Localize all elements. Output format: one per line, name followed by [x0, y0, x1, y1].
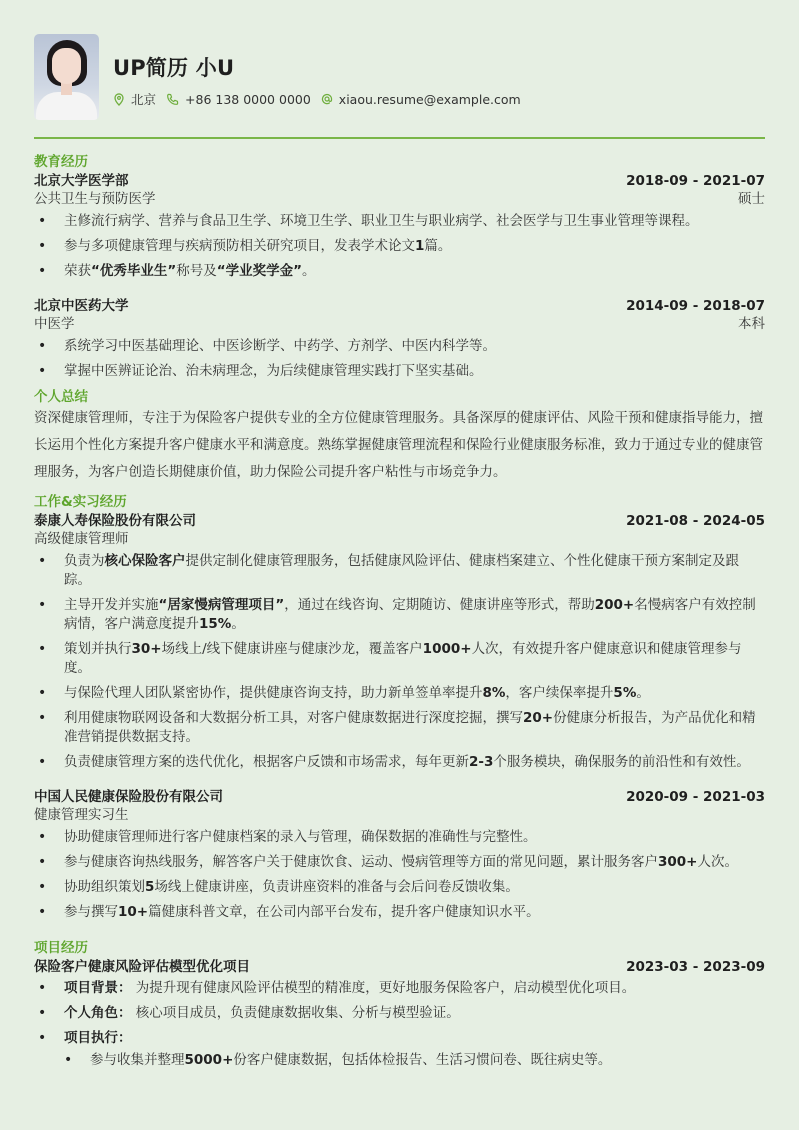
work-bullets — [34, 552, 765, 772]
bullet-item: • 个人角色： 核心项目成员，负责健康数据收集、分析与模型验证。 — [34, 1004, 765, 1023]
bullet-item: • 参与撰写10+篇健康科普文章，在公司内部平台发布，提升客户健康知识水平。 — [34, 903, 765, 922]
bullet-label: 个人角色： — [64, 1005, 132, 1021]
company-name: 泰康人寿保险股份有限公司 — [34, 513, 196, 529]
resume-content — [34, 152, 765, 1076]
work-entry — [34, 788, 765, 922]
bullet-label: 项目背景： — [64, 980, 132, 996]
project-entry — [34, 958, 765, 1070]
summary-text: 资深健康管理师，专注于为保险客户提供专业的全方位健康管理服务。具备深厚的健康评估、风险干预和健康指导能力，擅长运用个性化方案提升客户健康水平和满意度。熟练掌握健康管理流程和保险行业健康服务标准，致力于通过专业的健康管理服务，为客户创造长期健康价值，助力保险公司提升客户粘性与市场竞争力。 — [34, 410, 763, 480]
degree: 本科 — [738, 316, 765, 332]
company-name: 中国人民健康保险股份有限公司 — [34, 789, 223, 805]
bullet-item: • 主修流行病学、营养与食品卫生学、环境卫生学、职业卫生与职业病学、社会医学与卫生事业管理等课程。 — [34, 212, 765, 231]
education-dates: 2014-09 - 2018-07 — [626, 298, 765, 314]
bullet-item: • 项目背景： 为提升现有健康风险评估模型的精准度，更好地服务保险客户，启动模型优化项目。 — [34, 979, 765, 998]
section-title-work: 工作&实习经历 — [34, 494, 127, 510]
work-dates: 2020-09 - 2021-03 — [626, 789, 765, 805]
education-entry — [34, 172, 765, 281]
bullet-item: • 荣获“优秀毕业生”称号及“学业奖学金”。 — [34, 262, 765, 281]
bullet-item: • 与保险代理人团队紧密协作，提供健康咨询支持，助力新单签单率提升8%，客户续保率提升5%。 — [34, 684, 765, 703]
bullet-item: • 主导开发并实施“居家慢病管理项目”，通过在线咨询、定期随访、健康讲座等形式，帮助200+名慢病客户有效控制病情，客户满意度提升15%。 — [34, 596, 765, 634]
job-role: 健康管理实习生 — [34, 807, 129, 823]
map-pin-icon — [113, 93, 125, 106]
avatar — [34, 34, 99, 120]
bullet-item: • 参与健康咨询热线服务，解答客户关于健康饮食、运动、慢病管理等方面的常见问题，累计服务客户300+人次。 — [34, 853, 765, 872]
phone-icon — [166, 93, 179, 106]
at-icon — [321, 93, 333, 105]
project-dates: 2023-03 - 2023-09 — [626, 959, 765, 975]
bullet-item: • 策划并执行30+场线上/线下健康讲座与健康沙龙，覆盖客户1000+人次，有效提升客户健康意识和健康管理参与度。 — [34, 640, 765, 678]
contact-row — [113, 90, 531, 108]
phone-text: +86 138 0000 0000 — [185, 91, 311, 107]
header-info — [113, 52, 531, 108]
email-text: xiaou.resume@example.com — [338, 91, 521, 107]
bullet-item: • 掌握中医辨证论治、治未病理念，为后续健康管理实践打下坚实基础。 — [34, 362, 765, 381]
bullet-item: • 利用健康物联网设备和大数据分析工具，对客户健康数据进行深度挖掘，撰写20+份健康分析报告，为产品优化和精准营销提供数据支持。 — [34, 709, 765, 747]
bullet-item: • 负责健康管理方案的迭代优化，根据客户反馈和市场需求，每年更新2-3个服务模块，确保服务的前沿性和有效性。 — [34, 753, 765, 772]
candidate-name: UP简历 小U — [113, 56, 235, 80]
location-text: 北京 — [131, 92, 157, 107]
school-name: 北京中医药大学 — [34, 298, 129, 314]
bullet-item: • 系统学习中医基础理论、中医诊断学、中药学、方剂学、中医内科学等。 — [34, 337, 765, 356]
section-title-education: 教育经历 — [34, 154, 88, 170]
project-bullets — [34, 979, 765, 1048]
project-name: 保险客户健康风险评估模型优化项目 — [34, 959, 250, 975]
bullet-item — [34, 1029, 765, 1048]
section-title-summary: 个人总结 — [34, 389, 88, 405]
work-entry — [34, 512, 765, 772]
bullet-item: • 参与多项健康管理与疾病预防相关研究项目，发表学术论文1篇。 — [34, 237, 765, 256]
contact-phone — [166, 92, 311, 107]
header-divider — [34, 137, 765, 139]
school-name: 北京大学医学部 — [34, 173, 129, 189]
major: 公共卫生与预防医学 — [34, 191, 156, 207]
degree: 硕士 — [738, 191, 765, 207]
work-dates: 2021-08 - 2024-05 — [626, 513, 765, 529]
sub-bullet-item: • 参与收集并整理5000+份客户健康数据，包括体检报告、生活习惯问卷、既往病史等。 — [34, 1051, 765, 1070]
education-bullets — [34, 337, 765, 381]
contact-location — [113, 90, 156, 108]
contact-email — [321, 92, 521, 107]
education-entry — [34, 297, 765, 381]
project-sub-bullets — [34, 1051, 765, 1070]
bullet-item: • 负责为核心保险客户提供定制化健康管理服务，包括健康风险评估、健康档案建立、个性化健康干预方案制定及跟踪。 — [34, 552, 765, 590]
major: 中医学 — [34, 316, 75, 332]
bullet-item: • 协助健康管理师进行客户健康档案的录入与管理，确保数据的准确性与完整性。 — [34, 828, 765, 847]
bullet-label: 项目执行： — [64, 1030, 132, 1046]
bullet-item: • 协助组织策划5场线上健康讲座，负责讲座资料的准备与会后问卷反馈收集。 — [34, 878, 765, 897]
resume-header — [34, 34, 531, 120]
education-dates: 2018-09 - 2021-07 — [626, 173, 765, 189]
section-title-projects: 项目经历 — [34, 940, 88, 956]
job-role: 高级健康管理师 — [34, 531, 129, 547]
work-bullets — [34, 828, 765, 922]
education-bullets — [34, 212, 765, 281]
